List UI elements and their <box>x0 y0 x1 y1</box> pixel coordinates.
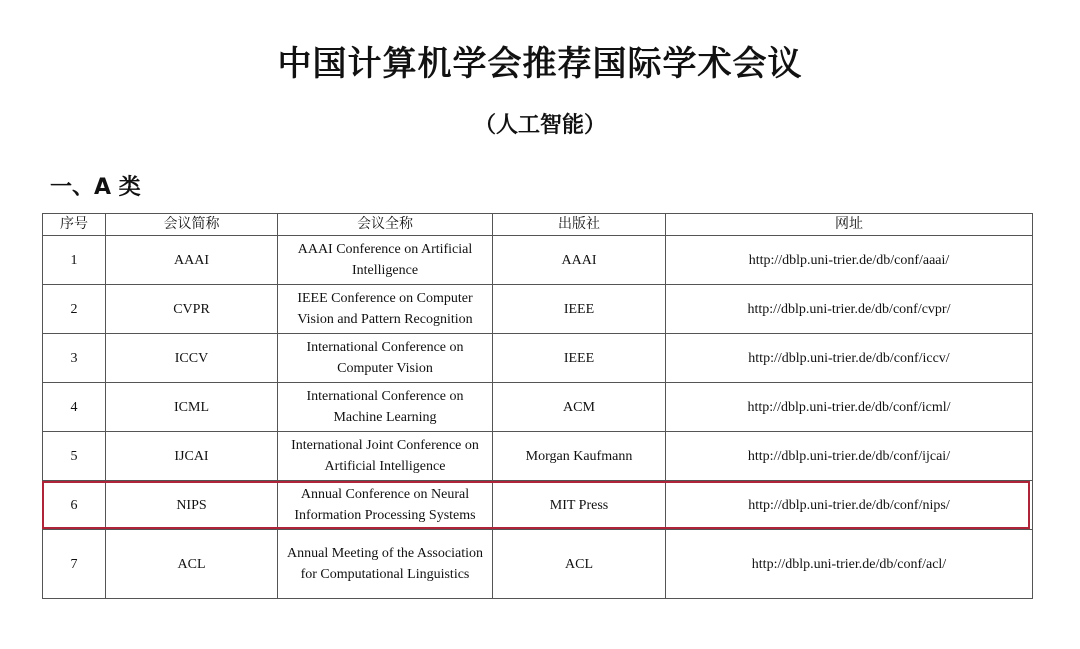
cell-index: 2 <box>43 285 106 334</box>
page-subtitle: （人工智能） <box>473 113 606 138</box>
cell-url[interactable]: http://dblp.uni-trier.de/db/conf/aaai/ <box>666 236 1033 285</box>
cell-url[interactable]: http://dblp.uni-trier.de/db/conf/cvpr/ <box>666 285 1033 334</box>
cell-abbr: NIPS <box>106 481 278 530</box>
cell-url[interactable]: http://dblp.uni-trier.de/db/conf/acl/ <box>666 530 1033 599</box>
cell-publisher: AAAI <box>493 236 666 285</box>
cell-full-name: International Conference on Machine Learning <box>278 383 493 432</box>
table-row <box>43 432 1033 481</box>
cell-abbr: CVPR <box>106 285 278 334</box>
page-title: 中国计算机学会推荐国际学术会议 <box>277 44 803 84</box>
table-header-row <box>43 214 1033 236</box>
cell-publisher: Morgan Kaufmann <box>493 432 666 481</box>
cell-full-name: International Joint Conference on Artificial Intelligence <box>278 432 493 481</box>
cell-abbr: IJCAI <box>106 432 278 481</box>
table-row <box>43 285 1033 334</box>
table-row <box>43 530 1033 599</box>
cell-abbr: AAAI <box>106 236 278 285</box>
table-row <box>43 334 1033 383</box>
cell-publisher: IEEE <box>493 285 666 334</box>
cell-url[interactable]: http://dblp.uni-trier.de/db/conf/icml/ <box>666 383 1033 432</box>
header-full-name: 会议全称 <box>278 214 493 236</box>
cell-index: 1 <box>43 236 106 285</box>
header-abbr: 会议简称 <box>106 214 278 236</box>
header-url: 网址 <box>666 214 1033 236</box>
table-row-highlighted <box>43 481 1033 530</box>
cell-abbr: ICML <box>106 383 278 432</box>
cell-url[interactable]: http://dblp.uni-trier.de/db/conf/ijcai/ <box>666 432 1033 481</box>
cell-index: 5 <box>43 432 106 481</box>
cell-index: 7 <box>43 530 106 599</box>
table-row <box>43 383 1033 432</box>
cell-full-name: IEEE Conference on Computer Vision and Pattern Recognition <box>278 285 493 334</box>
cell-url[interactable]: http://dblp.uni-trier.de/db/conf/nips/ <box>666 481 1033 530</box>
cell-index: 6 <box>43 481 106 530</box>
header-index: 序号 <box>43 214 106 236</box>
cell-url[interactable]: http://dblp.uni-trier.de/db/conf/iccv/ <box>666 334 1033 383</box>
cell-abbr: ICCV <box>106 334 278 383</box>
section-heading: 一、A 类 <box>50 175 141 200</box>
cell-publisher: MIT Press <box>493 481 666 530</box>
table-row <box>43 236 1033 285</box>
conference-table <box>42 213 1033 599</box>
header-publisher: 出版社 <box>493 214 666 236</box>
cell-index: 4 <box>43 383 106 432</box>
cell-full-name: Annual Meeting of the Association for Computational Linguistics <box>278 530 493 599</box>
cell-full-name: AAAI Conference on Artificial Intelligence <box>278 236 493 285</box>
cell-index: 3 <box>43 334 106 383</box>
cell-publisher: ACM <box>493 383 666 432</box>
cell-full-name: Annual Conference on Neural Information Processing Systems <box>278 481 493 530</box>
cell-full-name: International Conference on Computer Vision <box>278 334 493 383</box>
cell-publisher: ACL <box>493 530 666 599</box>
cell-abbr: ACL <box>106 530 278 599</box>
cell-publisher: IEEE <box>493 334 666 383</box>
